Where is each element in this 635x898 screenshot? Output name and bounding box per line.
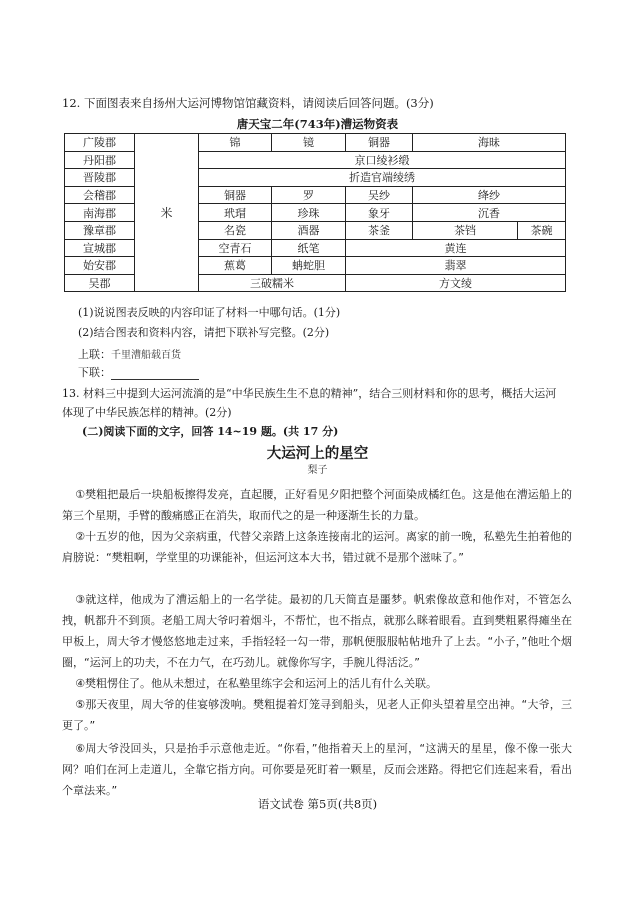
article-author: 梨子 [307, 465, 328, 476]
goods-cell: 翡翠 [346, 257, 566, 275]
page-footer: 语文试卷 第5页(共8页) [257, 797, 378, 811]
article-paragraph-4: ④樊粗愣住了。他从未想过，在私塾里练字会和运河上的活儿有什么关联。 [75, 677, 438, 690]
question-12-sub-1: (1)说说图表反映的内容印证了材料一中哪句话。(1分) [78, 306, 341, 319]
goods-cell: 海昧 [413, 134, 566, 152]
question-13-line-1: 13. 材料三中提到大运河流淌的是“中华民族生生不息的精神”，结合三则材料和你的思考，概括大运河 [62, 387, 557, 400]
article-paragraph-1: ①樊粗把最后一块船板擦得发亮，直起腰，正好看见夕阳把整个河面染成橘红色。这是他在漕运船上的第三个星期，手臂的酸痛感正在消失，取而代之的是一种逐渐生长的力量。 [62, 488, 572, 522]
goods-cell: 纸笔 [272, 239, 346, 257]
prefecture-cell: 南海郡 [65, 204, 135, 222]
rice-cell: 米 [135, 134, 199, 292]
goods-cell: 方文绫 [346, 274, 566, 292]
goods-cell: 珍珠 [272, 204, 346, 222]
article-paragraph-2: ②十五岁的他，因为父亲病重，代替父亲踏上这条连接南北的运河。离家的前一晚，私塾先生拍着他的肩膀说：“樊粗啊，学堂里的功课能补，但运河这本大书，错过就不是那个滋味了。” [62, 530, 572, 564]
goods-cell: 空青石 [199, 239, 272, 257]
lower-couplet-label: 下联： [78, 366, 111, 379]
goods-cell: 名瓷 [199, 221, 272, 239]
goods-cell: 黄连 [346, 239, 566, 257]
answer-blank[interactable] [111, 368, 199, 380]
table-row [65, 134, 566, 152]
prefecture-cell: 晋陵郡 [65, 169, 135, 187]
prefecture-cell: 丹阳郡 [65, 151, 135, 169]
grain-transport-table [64, 133, 566, 292]
goods-cell: 铜器 [199, 186, 272, 204]
goods-cell: 三破糯米 [199, 274, 346, 292]
goods-cell: 茶铛 [413, 221, 518, 239]
section-2-heading: (二)阅读下面的文字，回答 14~19 题。(共 17 分) [82, 425, 339, 438]
goods-cell: 铜器 [346, 134, 413, 152]
goods-cell: 镜 [272, 134, 346, 152]
article-title: 大运河上的星空 [266, 445, 369, 462]
lower-couplet [78, 364, 199, 380]
question-12-sub-2: (2)结合图表和资料内容，请把下联补写完整。(2分) [78, 326, 330, 339]
goods-cell: 茶碗 [518, 221, 566, 239]
goods-cell: 绛纱 [413, 186, 566, 204]
goods-cell: 蕉葛 [199, 257, 272, 275]
prefecture-cell: 会稽郡 [65, 186, 135, 204]
goods-cell: 酒器 [272, 221, 346, 239]
upper-couplet-answer: 千里漕船载百货 [111, 350, 181, 361]
article-paragraph-3: ③就这样，他成为了漕运船上的一名学徒。最初的几天简直是噩梦。帆索像故意和他作对，不管怎么拽，帆都升不到顶。老船工周大爷叼着烟斗，不帮忙，也不指点，就那么眯着眼看。直到樊粗累得瘫坐在甲板上，周大爷才慢悠悠地走过来，手指轻轻一勾一带，那帆便服服帖帖地升了上去。“小子，”他吐个烟圈，“运河上的功夫，不在力气，在巧劲儿。就像你写字，手腕儿得活泛。” [62, 593, 572, 669]
question-12-prompt: 12. 下面图表来自扬州大运河博物馆馆藏资料，请阅读后回答问题。(3分) [62, 96, 434, 110]
upper-couplet [78, 346, 181, 362]
upper-couplet-label: 上联： [78, 348, 111, 361]
goods-cell: 罗 [272, 186, 346, 204]
goods-cell: 吴纱 [346, 186, 413, 204]
prefecture-cell: 广陵郡 [65, 134, 135, 152]
goods-cell: 锦 [199, 134, 272, 152]
article-paragraph-5: ⑤那天夜里，周大爷的佳宴够泼响。樊粗提着灯笼寻到船头，见老人正仰头望着星空出神。“大爷，三更了。” [62, 698, 572, 732]
article-paragraph-6: ⑥周大爷没回头，只是抬手示意他走近。“你看，”他指着天上的星河，“这满天的星星，像不像一张大网？咱们在河上走道儿，全靠它指方向。可你要是死盯着一颗星，反而会迷路。得把它们连起来看，看出个章法来。” [62, 742, 572, 797]
prefecture-cell: 宣城郡 [65, 239, 135, 257]
goods-cell: 沉香 [413, 204, 566, 222]
prefecture-cell: 始安郡 [65, 257, 135, 275]
goods-cell: 象牙 [346, 204, 413, 222]
goods-cell: 折造官端绫绣 [199, 169, 566, 187]
prefecture-cell: 吴郡 [65, 274, 135, 292]
goods-cell: 京口绫衫缎 [199, 151, 566, 169]
goods-cell: 茶釜 [346, 221, 413, 239]
goods-cell: 蚺蛇胆 [272, 257, 346, 275]
question-13-line-2: 体现了中华民族怎样的精神。(2分) [62, 406, 232, 419]
goods-cell: 玳瑁 [199, 204, 272, 222]
prefecture-cell: 豫章郡 [65, 221, 135, 239]
table-title: 唐天宝二年(743年)漕运物资表 [236, 117, 399, 131]
